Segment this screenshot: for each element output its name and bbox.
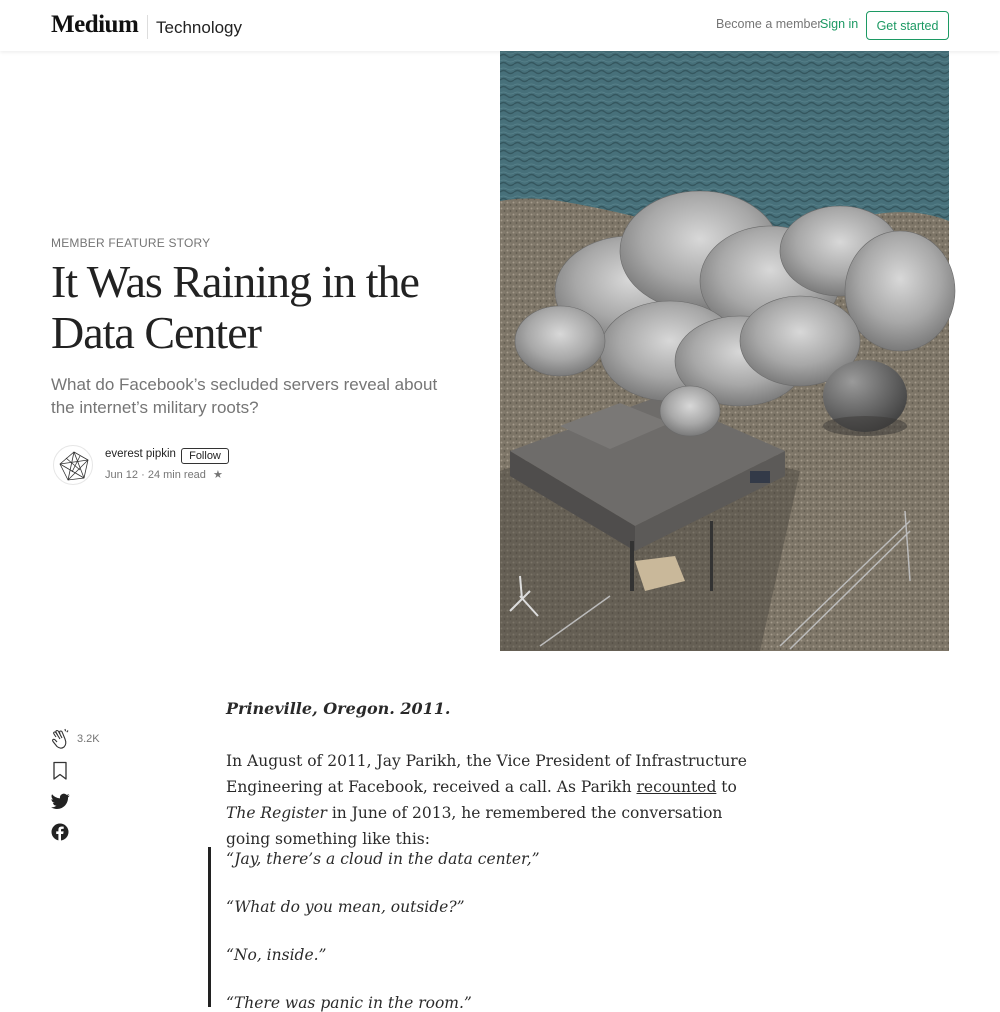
meta-separator: · <box>141 469 145 481</box>
article-dateline: Prineville, Oregon. 2011. <box>226 699 451 718</box>
avatar-wireframe-icon <box>54 446 94 486</box>
article-paragraph <box>226 748 771 852</box>
story-kicker: MEMBER FEATURE STORY <box>51 236 211 250</box>
author-avatar[interactable] <box>53 445 93 485</box>
twitter-icon <box>51 793 70 810</box>
source-name: The Register <box>226 804 327 822</box>
article-meta <box>105 468 223 481</box>
sign-in-link[interactable]: Sign in <box>820 17 859 31</box>
publish-date: Jun 12 <box>105 469 139 481</box>
paragraph-text: In August of 2011, Jay Parikh, the Vice President of Infrastructure Engineering at Facebook, received a call. As Parikh <box>226 752 747 796</box>
blockquote-line: “What do you mean, outside?” <box>226 898 465 916</box>
get-started-button[interactable]: Get started <box>866 11 949 40</box>
medium-logo[interactable]: Medium <box>51 11 139 38</box>
bookmark-button[interactable] <box>51 761 69 786</box>
follow-button[interactable]: Follow <box>181 448 229 464</box>
become-member-link[interactable]: Become a member <box>716 17 822 31</box>
article-title: It Was Raining in the Data Center <box>51 256 419 358</box>
article-subtitle: What do Facebook’s secluded servers reveal about the internet’s military roots? <box>51 375 438 417</box>
member-star-icon: ★ <box>212 469 223 481</box>
read-time: 24 min read <box>147 469 206 481</box>
facebook-share-button[interactable] <box>51 823 69 846</box>
facebook-icon <box>51 823 69 841</box>
clap-button[interactable] <box>51 728 71 755</box>
top-bar <box>0 0 1000 51</box>
blockquote-line: “Jay, there’s a cloud in the data center,” <box>226 850 540 868</box>
twitter-share-button[interactable] <box>51 793 70 815</box>
clap-count: 3.2K <box>77 733 100 745</box>
recounted-link[interactable]: recounted <box>636 778 717 796</box>
paragraph-text: in June of 2013, he remembered the conversation going something like this: <box>226 804 723 848</box>
blockquote-bar <box>208 847 211 1007</box>
bookmark-icon <box>51 761 69 781</box>
publication-name[interactable]: Technology <box>156 18 243 37</box>
author-name[interactable]: everest pipkin <box>105 448 176 460</box>
hero-image <box>500 51 949 651</box>
paragraph-text: to <box>716 778 737 796</box>
clap-icon <box>51 728 71 750</box>
logo-divider <box>147 15 148 39</box>
blockquote-line: “There was panic in the room.” <box>226 994 472 1012</box>
blockquote-line: “No, inside.” <box>226 946 327 964</box>
